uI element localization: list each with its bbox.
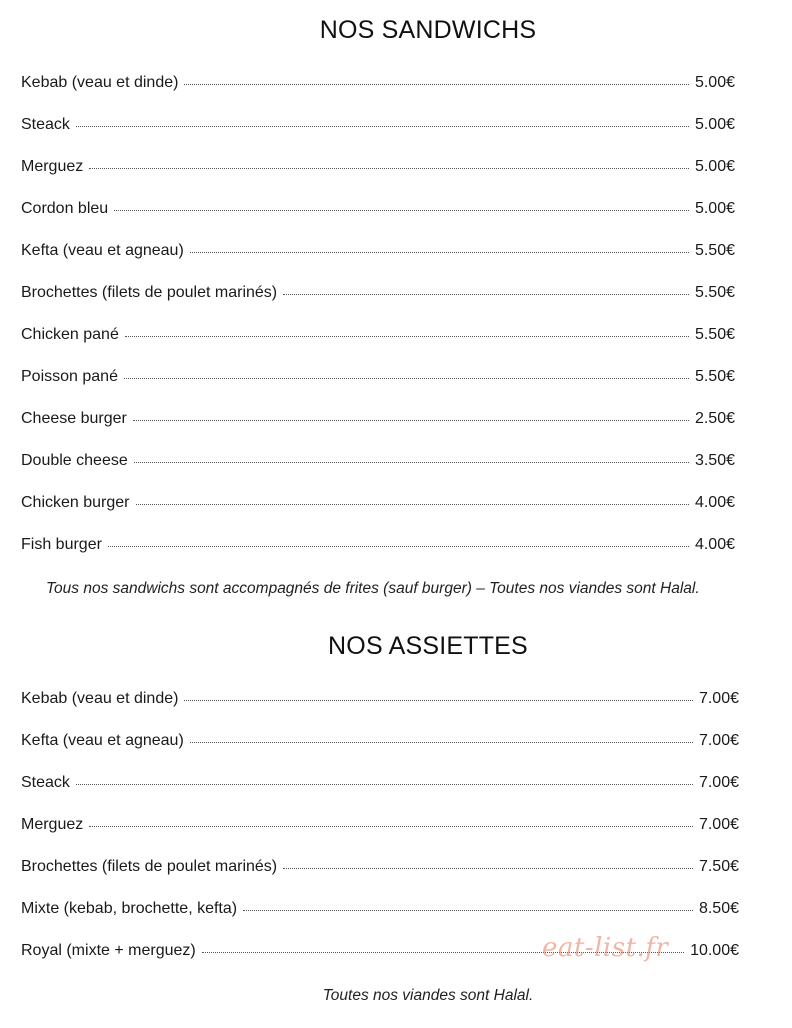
- menu-item-name: Cordon bleu: [21, 200, 109, 217]
- dot-leader: [125, 336, 689, 337]
- menu-item-name: Double cheese: [21, 452, 128, 469]
- menu-item-price: 5.50€: [694, 368, 735, 385]
- menu-list-sandwichs: [21, 74, 735, 578]
- dot-leader: [133, 420, 689, 421]
- menu-item-price: 2.50€: [694, 410, 735, 427]
- menu-item: [21, 116, 735, 158]
- menu-item: [21, 732, 739, 774]
- menu-item-price: 5.00€: [694, 116, 735, 133]
- menu-item: [21, 200, 735, 242]
- menu-item: [21, 536, 735, 578]
- menu-item-name: Brochettes (filets de poulet marinés): [21, 858, 278, 875]
- menu-item-name: Kefta (veau et agneau): [21, 732, 184, 749]
- dot-leader: [134, 462, 689, 463]
- menu-item-price: 5.50€: [694, 326, 735, 343]
- menu-item-name: Royal (mixte + merguez): [21, 942, 196, 959]
- menu-item-name: Chicken burger: [21, 494, 130, 511]
- menu-item-name: Fish burger: [21, 536, 102, 553]
- menu-item-price: 5.50€: [694, 284, 735, 301]
- menu-item-name: Merguez: [21, 816, 84, 833]
- menu-item: [21, 74, 735, 116]
- menu-item-name: Kebab (veau et dinde): [21, 74, 179, 91]
- menu-item: [21, 158, 735, 200]
- menu-item: [21, 242, 735, 284]
- menu-item-name: Kebab (veau et dinde): [21, 690, 179, 707]
- dot-leader: [136, 504, 689, 505]
- menu-item-price: 8.50€: [698, 900, 739, 917]
- note-sandwichs: Tous nos sandwichs sont accompagnés de frites (sauf burger) – Toutes nos viandes sont Halal.: [46, 580, 700, 597]
- menu-item: [21, 326, 735, 368]
- dot-leader: [108, 546, 689, 547]
- menu-item-name: Steack: [21, 116, 70, 133]
- dot-leader: [243, 910, 693, 911]
- menu-item: [21, 858, 739, 900]
- menu-item-price: 5.00€: [694, 158, 735, 175]
- menu-item-price: 5.00€: [694, 74, 735, 91]
- watermark-logo: eat-list.fr: [542, 933, 669, 963]
- menu-item-price: 5.00€: [694, 200, 735, 217]
- menu-item-price: 7.50€: [698, 858, 739, 875]
- menu-item-name: Kefta (veau et agneau): [21, 242, 184, 259]
- menu-item-price: 5.50€: [694, 242, 735, 259]
- menu-item-name: Chicken pané: [21, 326, 119, 343]
- dot-leader: [190, 742, 693, 743]
- dot-leader: [76, 784, 693, 785]
- dot-leader: [283, 868, 693, 869]
- menu-item-price: 4.00€: [694, 494, 735, 511]
- menu-item: [21, 452, 735, 494]
- menu-item-price: 7.00€: [698, 816, 739, 833]
- menu-item-name: Cheese burger: [21, 410, 127, 427]
- menu-item-price: 10.00€: [690, 942, 739, 959]
- menu-item: [21, 410, 735, 452]
- section-title-assiettes: NOS ASSIETTES: [328, 632, 528, 660]
- dot-leader: [89, 168, 689, 169]
- menu-item-name: Brochettes (filets de poulet marinés): [21, 284, 278, 301]
- menu-item: [21, 690, 739, 732]
- section-title-sandwichs: NOS SANDWICHS: [319, 16, 537, 44]
- menu-item-price: 7.00€: [698, 732, 739, 749]
- menu-item-name: Poisson pané: [21, 368, 118, 385]
- dot-leader: [124, 378, 689, 379]
- menu-item-price: 7.00€: [698, 774, 739, 791]
- dot-leader: [184, 700, 693, 701]
- menu-item: [21, 284, 735, 326]
- dot-leader: [190, 252, 689, 253]
- menu-item-price: 7.00€: [698, 690, 739, 707]
- menu-item: [21, 816, 739, 858]
- dot-leader: [89, 826, 693, 827]
- menu-item: [21, 774, 739, 816]
- dot-leader: [114, 210, 689, 211]
- dot-leader: [283, 294, 689, 295]
- menu-item-price: 3.50€: [694, 452, 735, 469]
- menu-item: [21, 368, 735, 410]
- dot-leader: [184, 84, 689, 85]
- note-assiettes: Toutes nos viandes sont Halal.: [322, 987, 534, 1004]
- menu-item-price: 4.00€: [694, 536, 735, 553]
- dot-leader: [76, 126, 689, 127]
- menu-item-name: Merguez: [21, 158, 84, 175]
- menu-item: [21, 494, 735, 536]
- menu-item-name: Steack: [21, 774, 70, 791]
- menu-item-name: Mixte (kebab, brochette, kefta): [21, 900, 238, 917]
